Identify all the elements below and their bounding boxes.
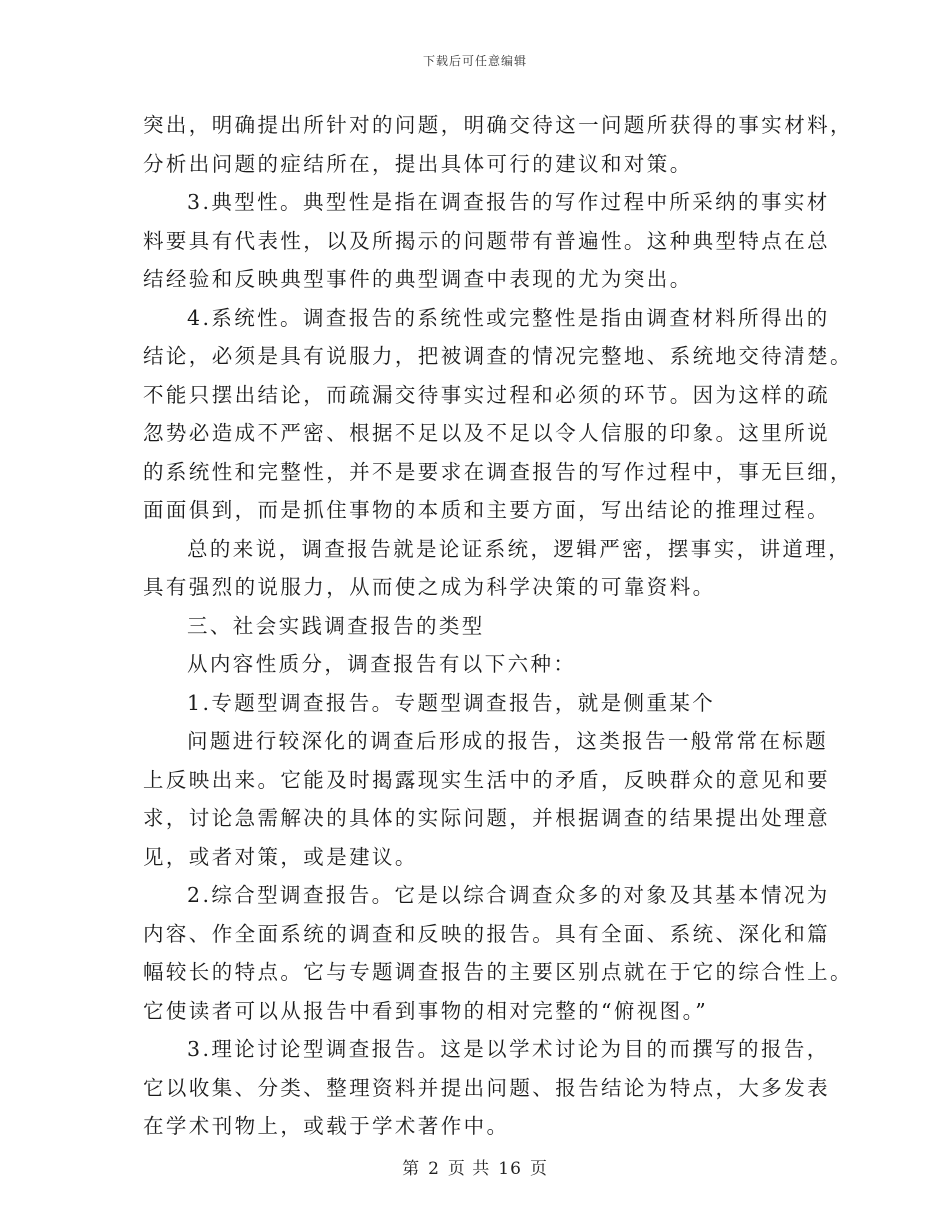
text-line: 3.典型性。典型性是指在调查报告的写作过程中所采纳的事实材 — [187, 190, 830, 214]
text-line: 问题进行较深化的调查后形成的报告，这类报告一般常常在标题 — [187, 729, 829, 753]
text-line: 结经验和反映典型事件的典型调查中表现的尤为突出。 — [143, 267, 693, 291]
text-line: 分析出问题的症结所在，提出具体可行的建议和对策。 — [143, 151, 693, 176]
text-line: 它以收集、分类、整理资料并提出问题、报告结论为特点，大多发表 — [143, 1075, 830, 1100]
text-line: 忽势必造成不严密、根据不足以及不足以令人信服的印象。这里所说 — [143, 421, 830, 445]
total-pages-number: 16 — [498, 1159, 522, 1179]
document-body — [143, 106, 853, 1146]
text-line: 料要具有代表性，以及所揭示的问题带有普遍性。这种典型特点在总 — [143, 228, 830, 253]
page-header: 下载后可任意编辑 — [422, 54, 527, 68]
text-line: 不能只摆出结论，而疏漏交待事实过程和必须的环节。因为这样的疏 — [143, 382, 830, 407]
text-line: 的系统性和完整性，并不是要求在调查报告的写作过程中，事无巨细， — [143, 459, 853, 484]
page-footer — [0, 1154, 950, 1179]
text-line: 在学术刊物上，或载于学术著作中。 — [143, 1114, 510, 1138]
text-line: 2.综合型调查报告。它是以综合调查众多的对象及其基本情况为 — [187, 883, 830, 907]
footer-suffix: 页 — [529, 1159, 548, 1179]
text-line: 它使读者可以从报告中看到事物的相对完整的“俯视图。” — [143, 998, 709, 1023]
text-line: 结论，必须是具有说服力，把被调查的情况完整地、系统地交待清楚。 — [143, 344, 853, 368]
text-line: 从内容性质分，调查报告有以下六种： — [187, 652, 577, 676]
text-line: 4.系统性。调查报告的系统性或完整性是指由调查材料所得出的 — [187, 305, 830, 330]
text-line: 总的来说，调查报告就是论证系统，逻辑严密，摆事实，讲道理， — [187, 536, 852, 561]
footer-prefix: 第 — [402, 1159, 421, 1179]
section-heading: 三、社会实践调查报告的类型 — [187, 613, 485, 638]
text-line: 见，或者对策，或是建议。 — [143, 844, 418, 869]
text-line: 突出，明确提出所针对的问题，明确交待这一问题所获得的事实材料， — [143, 113, 853, 137]
text-line: 上反映出来。它能及时揭露现实生活中的矛盾，反映群众的意见和要 — [143, 767, 830, 792]
text-line: 内容、作全面系统的调查和反映的报告。具有全面、系统、深化和篇 — [143, 921, 830, 946]
text-line: 1.专题型调查报告。专题型调查报告，就是侧重某个 — [187, 690, 716, 715]
footer-mid: 页 共 — [447, 1159, 491, 1179]
text-line: 幅较长的特点。它与专题调查报告的主要区别点就在于它的综合性上。 — [143, 960, 853, 984]
text-line: 求，讨论急需解决的具体的实际问题，并根据调查的结果提出处理意 — [143, 806, 830, 830]
text-line: 具有强烈的说服力，从而使之成为科学决策的可靠资料。 — [143, 575, 716, 599]
text-line: 面面俱到，而是抓住事物的本质和主要方面，写出结论的推理过程。 — [143, 498, 830, 522]
current-page-number: 2 — [428, 1159, 440, 1179]
text-line: 3.理论讨论型调查报告。这是以学术讨论为目的而撰写的报告， — [187, 1037, 830, 1061]
